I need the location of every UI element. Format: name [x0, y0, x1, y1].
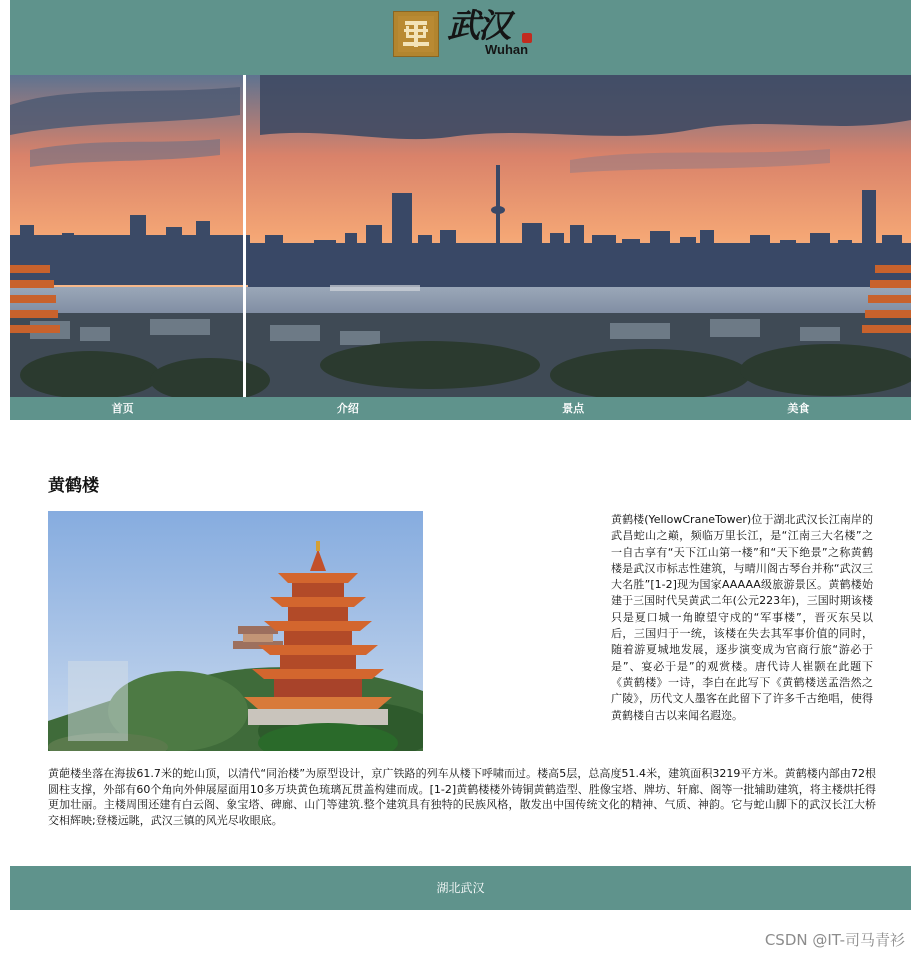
watermark-text: CSDN @IT-司马青衫 — [764, 931, 905, 949]
logo-emblem-icon — [396, 14, 436, 54]
article-body-text: 黄葩楼坐落在海拔61.7米的蛇山顶，以清代“同治楼”为原型设计，京广铁路的列车从楼下呼啸而过。楼高5层，总高度51.4米，建筑面积3219平方米。黄鹤楼内部由72根圆柱支撑，外部有60个角向外伸展屋面用10多万块黄色琉璃瓦贯盖构建而成。[1-2]黄鹤楼楼外铸铜黄鹤造型、胜像宝塔、牌坊、轩廊、阁等一批辅助建筑，将主楼烘托得更加壮丽。主楼周围还建有白云阁、象宝塔、碑廊、山门等建筑.整个建筑具有独特的民族风格，散发出中国传统文化的精神、气质、神韵。它与蛇山脚下的武汉长江大桥交相辉映;登楼远眺，武汉三镇的风光尽收眼底。 — [48, 767, 876, 827]
site-footer: 湖北武汉 — [10, 866, 911, 910]
site-header — [10, 0, 911, 75]
banner-image — [10, 75, 911, 398]
main-nav — [10, 397, 911, 420]
nav-item-attractions[interactable]: 景点 — [562, 402, 585, 415]
tower-photo — [48, 511, 423, 751]
wuhan-skyline-image — [10, 75, 911, 398]
nav-item-home[interactable]: 首页 — [111, 402, 134, 415]
article-title: 黄鹤楼 — [48, 476, 99, 496]
article-side-text: 黄鹤楼(YellowCraneTower)位于湖北武汉长江南岸的武昌蛇山之巅，频临万里长江，是“江南三大名楼”之一自古享有“天下江山第一楼”和“天下绝景”之称黄鹤楼是武汉市标志性建筑，与晴川阁古琴台并称“武汉三大名胜”[1-2]现为国家AAAAA级旅游景区。黄鹤楼始建于三国时代吴黄武二年(公元223年)，三国时期该楼只是夏口城一角瞭望守戍的“军事楼”，晋灭东吴以后，三国归于一统，该楼在失去其军事价值的同时，随着游夏城地发展，逐步演变成为官商行旅“游必于是”、宴必于是”的观赏楼。唐代诗人崔颢在此题下《黄鹤楼》一诗，李白在此写下《黄鹤楼送孟浩然之广陵》，历代文人墨客在此留下了许多千古绝唱，使得黄鹤楼自古以来闻名遐迩。 — [611, 513, 873, 722]
nav-item-food[interactable]: 美食 — [787, 402, 810, 415]
brand-logo[interactable] — [447, 6, 537, 62]
yellow-crane-tower-image — [48, 511, 423, 751]
brand-cn: 武汉 — [447, 6, 509, 45]
nav-item-intro[interactable]: 介绍 — [336, 402, 359, 415]
logo-icon[interactable] — [393, 11, 439, 57]
brand-en: Wuhan — [485, 42, 529, 57]
